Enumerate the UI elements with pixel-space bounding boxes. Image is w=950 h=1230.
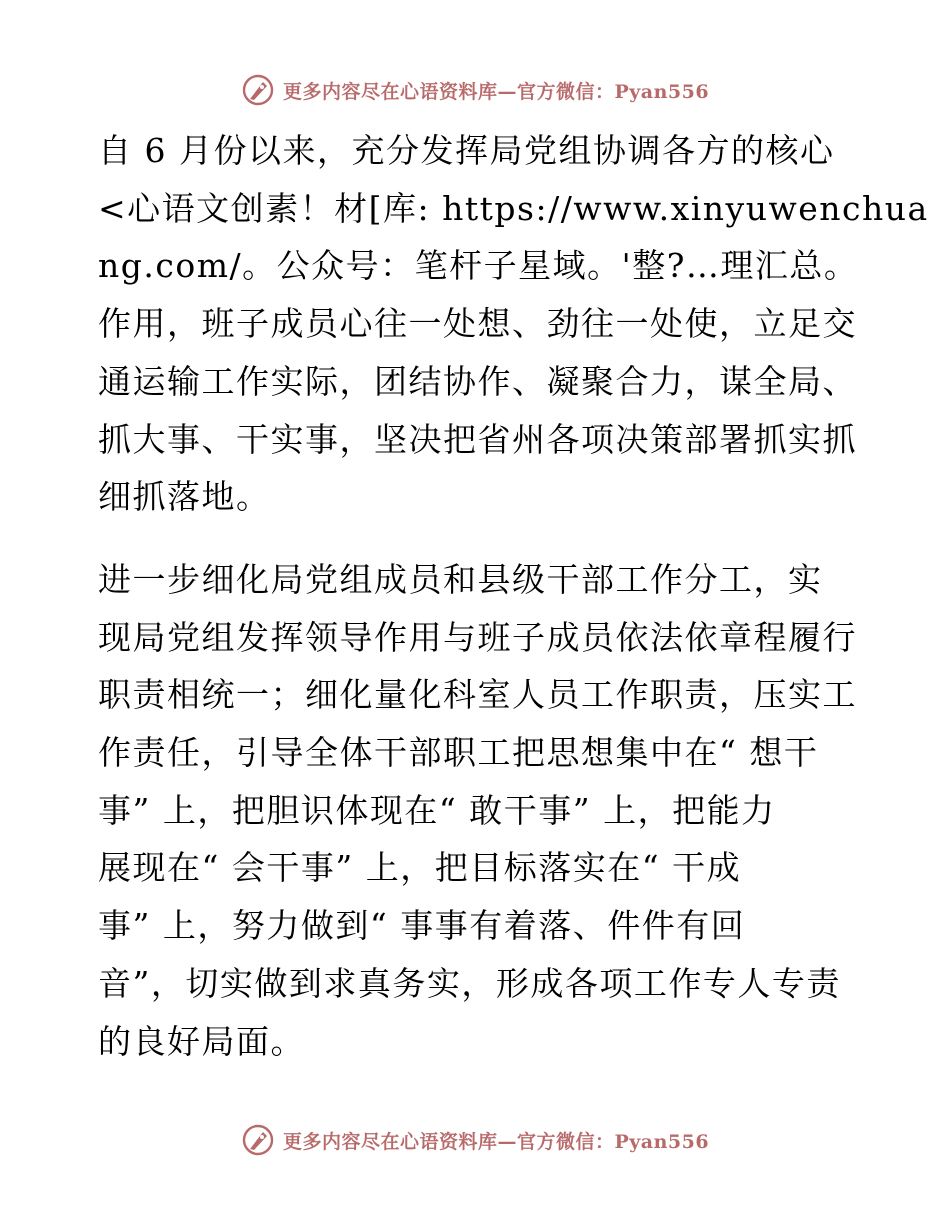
text-line: 作用，班子成员心往一处想、劲往一处使，立足交 [98, 304, 857, 344]
text-line: 细抓落地。 [98, 477, 271, 517]
text-line: 职责相统一；细化量化科室人员工作职责，压实工 [98, 675, 857, 715]
footer-watermark-banner [0, 1120, 950, 1160]
paragraph-1 [98, 122, 929, 526]
text-line: 抓大事、干实事，坚决把省州各项决策部署抓实抓 [98, 419, 857, 459]
text-line: 通运输工作实际，团结协作、凝聚合力，谋全局、 [98, 361, 857, 401]
text-line: 事” 上，把胆识体现在“ 敢干事” 上，把能力 [98, 790, 776, 830]
document-body [98, 122, 929, 1070]
text-line: 自 6 月份以来，充分发挥局党组协调各方的核心 [98, 131, 835, 170]
text-line: 事” 上，努力做到“ 事事有着落、件件有回 [98, 906, 746, 946]
header-watermark-banner [0, 70, 950, 110]
text-line: 作责任，引导全体干部职工把思想集中在“ 想干 [98, 733, 819, 773]
text-line: 展现在“ 会干事” 上，把目标落实在“ 干成 [98, 848, 742, 888]
pen-nib-seal-icon [241, 1123, 275, 1157]
text-line: 现局党组发挥领导作用与班子成员依法依章程履行 [98, 617, 857, 657]
text-line: ng.com/。公众号：笔杆子星域。'整?…理汇总。 [98, 246, 859, 286]
pen-nib-seal-icon [241, 73, 275, 107]
paragraph-2 [98, 551, 857, 1070]
text-line: 音”，切实做到求真务实，形成各项工作专人专责 [98, 963, 841, 1003]
text-line: 的良好局面。 [98, 1021, 305, 1061]
text-line: <心语文创素！材[库: https://www.xinyuwenchua [98, 188, 929, 228]
watermark-text: 更多内容尽在心语资料库—官方微信：Pyan556 [282, 1130, 710, 1153]
text-line: 进一步细化局党组成员和县级干部工作分工，实 [98, 559, 823, 599]
watermark-text: 更多内容尽在心语资料库—官方微信：Pyan556 [282, 80, 710, 103]
